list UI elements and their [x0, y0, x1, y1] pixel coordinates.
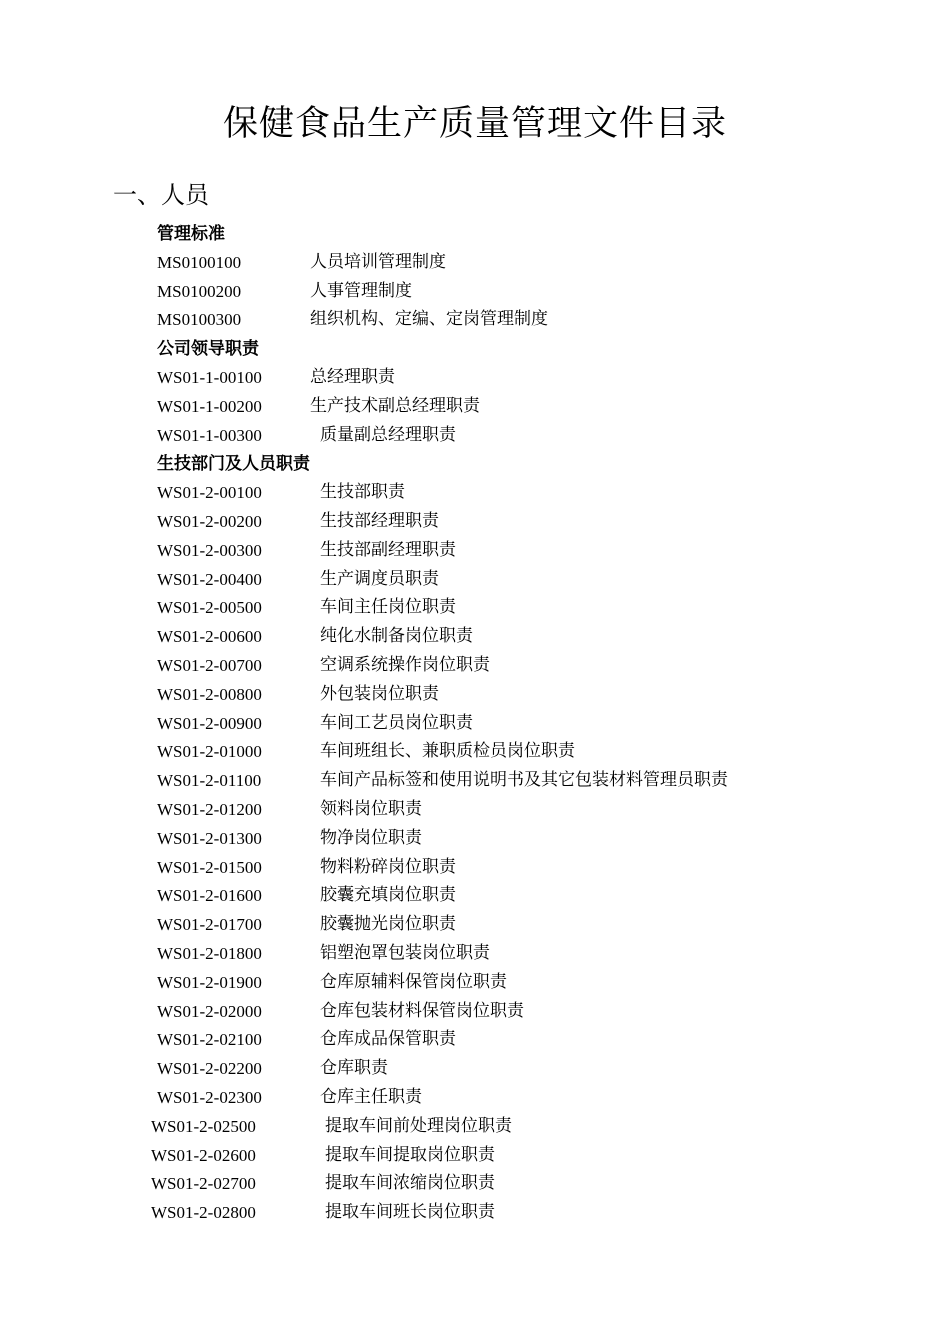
- section-heading: 一、人员: [113, 181, 209, 209]
- document-code: WS01-2-01100: [157, 771, 262, 791]
- catalog-row: [0, 881, 950, 910]
- catalog-row: [0, 737, 950, 766]
- document-name: 物料粉碎岗位职责: [320, 856, 456, 877]
- document-name: 铝塑泡罩包装岗位职责: [320, 942, 490, 963]
- catalog-row: [0, 1169, 950, 1198]
- catalog-row: [0, 622, 950, 651]
- document-name: 领料岗位职责: [320, 798, 422, 819]
- document-name: 总经理职责: [310, 366, 395, 387]
- catalog-row: [0, 824, 950, 853]
- document-name: 胶囊充填岗位职责: [320, 885, 456, 906]
- document-code: WS01-1-00100: [157, 367, 262, 387]
- document-code: WS01-2-01000: [157, 742, 262, 762]
- document-code: WS01-2-01800: [157, 943, 262, 963]
- catalog-row: [0, 997, 950, 1026]
- document-code: WS01-2-01300: [157, 828, 262, 848]
- catalog-row: [0, 939, 950, 968]
- document-name: 仓库原辅料保管岗位职责: [320, 971, 507, 992]
- catalog-row: [0, 1025, 950, 1054]
- document-code: MS0100300: [157, 310, 242, 330]
- document-name: 提取车间浓缩岗位职责: [325, 1173, 495, 1194]
- document-name: 生产调度员职责: [320, 568, 439, 589]
- document-name: 提取车间前处理岗位职责: [325, 1115, 512, 1136]
- catalog-row: [0, 1112, 950, 1141]
- group-heading-row: [0, 334, 950, 363]
- document-code: WS01-2-02100: [157, 1030, 262, 1050]
- document-name: 仓库职责: [320, 1058, 388, 1079]
- document-name: 车间主任岗位职责: [320, 597, 456, 618]
- document-code: MS0100100: [157, 252, 242, 272]
- document-name: 车间产品标签和使用说明书及其它包装材料管理员职责: [320, 770, 728, 791]
- document-title: 保健食品生产质量管理文件目录: [222, 104, 727, 144]
- catalog-row: [0, 910, 950, 939]
- document-name: 仓库成品保管职责: [320, 1029, 456, 1050]
- document-name: 组织机构、定编、定岗管理制度: [310, 309, 548, 330]
- catalog-row: [0, 421, 950, 450]
- group-heading: 公司领导职责: [157, 339, 259, 360]
- catalog-row: [0, 709, 950, 738]
- document-code: WS01-1-00300: [157, 425, 262, 445]
- document-code: WS01-2-02600: [151, 1145, 256, 1165]
- group-heading-row: [0, 219, 950, 248]
- document-code: WS01-2-01700: [157, 915, 262, 935]
- document-name: 生技部经理职责: [320, 510, 439, 531]
- document-code: WS01-2-01200: [157, 799, 262, 819]
- group-heading-row: [0, 449, 950, 478]
- catalog-row: [0, 565, 950, 594]
- document-name: 生技部职责: [320, 482, 405, 503]
- document-code: WS01-2-00600: [157, 627, 262, 647]
- document-name: 仓库包装材料保管岗位职责: [320, 1000, 524, 1021]
- catalog-row: [0, 536, 950, 565]
- document-code: WS01-2-00200: [157, 511, 262, 531]
- document-name: 车间工艺员岗位职责: [320, 712, 473, 733]
- catalog-row: [0, 1054, 950, 1083]
- document-code: WS01-2-02000: [157, 1001, 262, 1021]
- catalog-row: [0, 1198, 950, 1227]
- catalog-row: [0, 1083, 950, 1112]
- catalog-entries: [0, 219, 950, 1227]
- document-code: WS01-2-00400: [157, 569, 262, 589]
- document-code: WS01-2-02700: [151, 1174, 256, 1194]
- catalog-row: [0, 507, 950, 536]
- document-name: 人事管理制度: [310, 280, 412, 301]
- document-name: 人员培训管理制度: [310, 251, 446, 272]
- document-name: 物净岗位职责: [320, 827, 422, 848]
- document-name: 生技部副经理职责: [320, 539, 456, 560]
- catalog-row: [0, 363, 950, 392]
- document-code: MS0100200: [157, 281, 242, 301]
- document-code: WS01-2-00800: [157, 684, 262, 704]
- group-heading: 管理标准: [157, 224, 225, 244]
- document-name: 纯化水制备岗位职责: [320, 626, 473, 647]
- document-name: 提取车间提取岗位职责: [325, 1144, 495, 1165]
- document-name: 胶囊抛光岗位职责: [320, 914, 456, 935]
- document-name: 车间班组长、兼职质检员岗位职责: [320, 741, 575, 762]
- catalog-row: [0, 1141, 950, 1170]
- catalog-row: [0, 651, 950, 680]
- group-heading: 生技部门及人员职责: [157, 454, 310, 475]
- document-name: 仓库主任职责: [320, 1086, 422, 1107]
- document-name: 外包装岗位职责: [320, 683, 439, 704]
- catalog-row: [0, 853, 950, 882]
- document-code: WS01-2-01500: [157, 857, 262, 877]
- document-code: WS01-2-00700: [157, 655, 262, 675]
- document-code: WS01-1-00200: [157, 396, 262, 416]
- catalog-row: [0, 392, 950, 421]
- catalog-row: [0, 248, 950, 277]
- document-code: WS01-2-00900: [157, 713, 262, 733]
- catalog-row: [0, 766, 950, 795]
- document-code: WS01-2-02300: [157, 1087, 262, 1107]
- document-name: 提取车间班长岗位职责: [325, 1202, 495, 1223]
- catalog-row: [0, 478, 950, 507]
- catalog-row: [0, 968, 950, 997]
- catalog-row: [0, 277, 950, 306]
- document-code: WS01-2-02200: [157, 1059, 262, 1079]
- catalog-row: [0, 305, 950, 334]
- document-name: 质量副总经理职责: [320, 424, 456, 445]
- document-code: WS01-2-00100: [157, 483, 262, 503]
- catalog-row: [0, 795, 950, 824]
- document-name: 空调系统操作岗位职责: [320, 654, 490, 675]
- document-code: WS01-2-00500: [157, 598, 262, 618]
- document-code: WS01-2-01600: [157, 886, 262, 906]
- document-code: WS01-2-02800: [151, 1203, 256, 1223]
- catalog-row: [0, 593, 950, 622]
- document-code: WS01-2-01900: [157, 972, 262, 992]
- catalog-row: [0, 680, 950, 709]
- document-code: WS01-2-02500: [151, 1116, 256, 1136]
- document-code: WS01-2-00300: [157, 540, 262, 560]
- document-name: 生产技术副总经理职责: [310, 395, 480, 416]
